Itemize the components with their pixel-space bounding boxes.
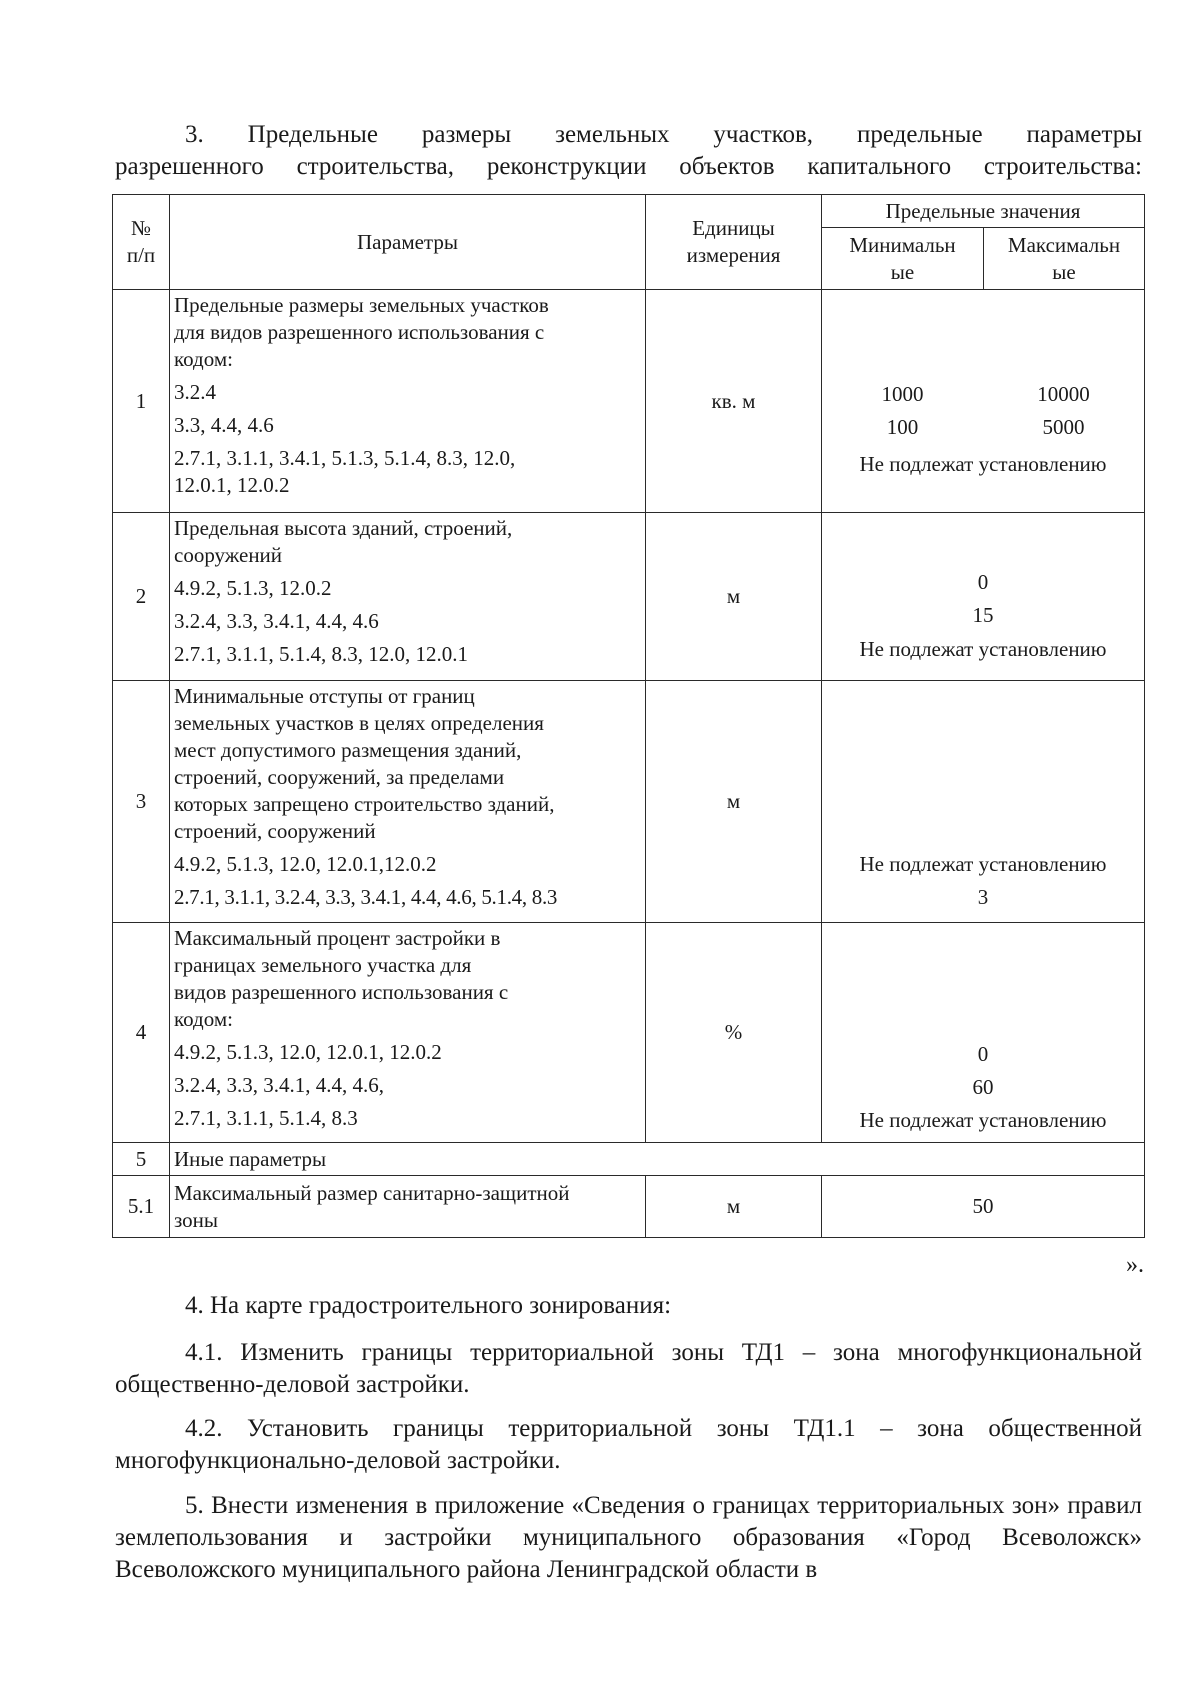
header-row: [113, 195, 1145, 228]
row-unit: кв. м: [646, 290, 822, 513]
table-row: [113, 1143, 1145, 1176]
intro-paragraph: [115, 119, 1142, 183]
item-4-2: 4.2. Установить границы территориальной зоны ТД1.1 – зона общественной многофункционально-деловой застройки.: [115, 1415, 1142, 1474]
value-pair: [822, 414, 1144, 451]
item-5: 5. Внести изменения в приложение «Сведения о границах территориальных зон» правил землепользования и застройки муниципального образования «Город Всеволожск» Всеволожского муниципального района Ленинградской области в: [115, 1492, 1142, 1583]
item-4-1: 4.1. Изменить границы территориальной зоны ТД1 – зона многофункциональной общественно-деловой застройки.: [115, 1339, 1142, 1398]
row-params: Максимальный процент застройки в границах земельного участка для видов разрешенного использования с кодом: 4.9.2, 5.1.3, 12.0, 12.0.1, 12.0.2 3.2.4, 3.3, 3.4.1, 4.4, 4.6, 2.7.1, 3.1.1, 5.1.4, 8.3: [170, 923, 646, 1143]
item-4: 4. На карте градостроительного зонирования:: [185, 1292, 672, 1319]
table-row: [113, 290, 1145, 513]
row-values: 0 15 Не подлежат установлению: [822, 513, 1145, 681]
closing-quote: ».: [1126, 1252, 1144, 1278]
parameters-table: [112, 194, 1145, 1238]
row-unit: м: [646, 681, 822, 923]
row-value: 50: [822, 1176, 1145, 1238]
header-limits: Предельные значения: [822, 195, 1145, 228]
header-min: Минимальн ые: [822, 228, 984, 290]
table-row: [113, 923, 1145, 1143]
row-num: 5: [113, 1143, 170, 1176]
table-row: [113, 1176, 1145, 1238]
row-num: 1: [113, 290, 170, 513]
row-num: 5.1: [113, 1176, 170, 1238]
table-row: [113, 681, 1145, 923]
value-max: 10000: [1037, 382, 1090, 406]
row-unit: м: [646, 513, 822, 681]
header-max: Максимальн ые: [984, 228, 1145, 290]
row-unit: %: [646, 923, 822, 1143]
row-values: [822, 290, 1145, 513]
intro-line-1: 3. Предельные размеры земельных участков, предельные параметры: [185, 121, 1142, 148]
value-span: Не подлежат установлению: [859, 452, 1107, 476]
value-min: 100: [886, 415, 919, 439]
row-params: Предельные размеры земельных участков для видов разрешенного использования с кодом: 3.2.4 3.3, 4.4, 4.6 2.7.1, 3.1.1, 3.4.1, 5.1.3, 5.1.4, 8.3, 12.0, 12.0.1, 12.0.2: [170, 290, 646, 513]
header-num: № п/п: [113, 195, 170, 290]
row-values: Не подлежат установлению 3: [822, 681, 1145, 923]
value-min: 1000: [881, 382, 924, 406]
row-unit: м: [646, 1176, 822, 1238]
row-params: Максимальный размер санитарно-защитной зоны: [170, 1176, 646, 1238]
header-params: Параметры: [170, 195, 646, 290]
value-max: 5000: [1042, 415, 1085, 439]
table-row: [113, 513, 1145, 681]
row-num: 4: [113, 923, 170, 1143]
row-params: Иные параметры: [170, 1143, 1145, 1176]
row-num: 3: [113, 681, 170, 923]
row-params: Предельная высота зданий, строений, сооружений 4.9.2, 5.1.3, 12.0.2 3.2.4, 3.3, 3.4.1, 4.4, 4.6 2.7.1, 3.1.1, 5.1.4, 8.3, 12.0, 12.0.1: [170, 513, 646, 681]
row-values: 0 60 Не подлежат установлению: [822, 923, 1145, 1143]
header-units: Единицы измерения: [646, 195, 822, 290]
intro-line-2: разрешенного строительства, реконструкции объектов капитального строительства:: [115, 153, 1142, 180]
row-num: 2: [113, 513, 170, 681]
row-params: Минимальные отступы от границ земельных участков в целях определения мест допустимого размещения зданий, строений, сооружений, за пределами которых запрещено строительство зданий, строений, сооружений 4.9.2, 5.1.3, 12.0, 12.0.1,12.0.2 2.7.1, 3.1.1, 3.2.4, 3.3, 3.4.1, 4.4, 4.6, 5.1.4, 8.3: [170, 681, 646, 923]
value-pair: [822, 381, 1144, 414]
